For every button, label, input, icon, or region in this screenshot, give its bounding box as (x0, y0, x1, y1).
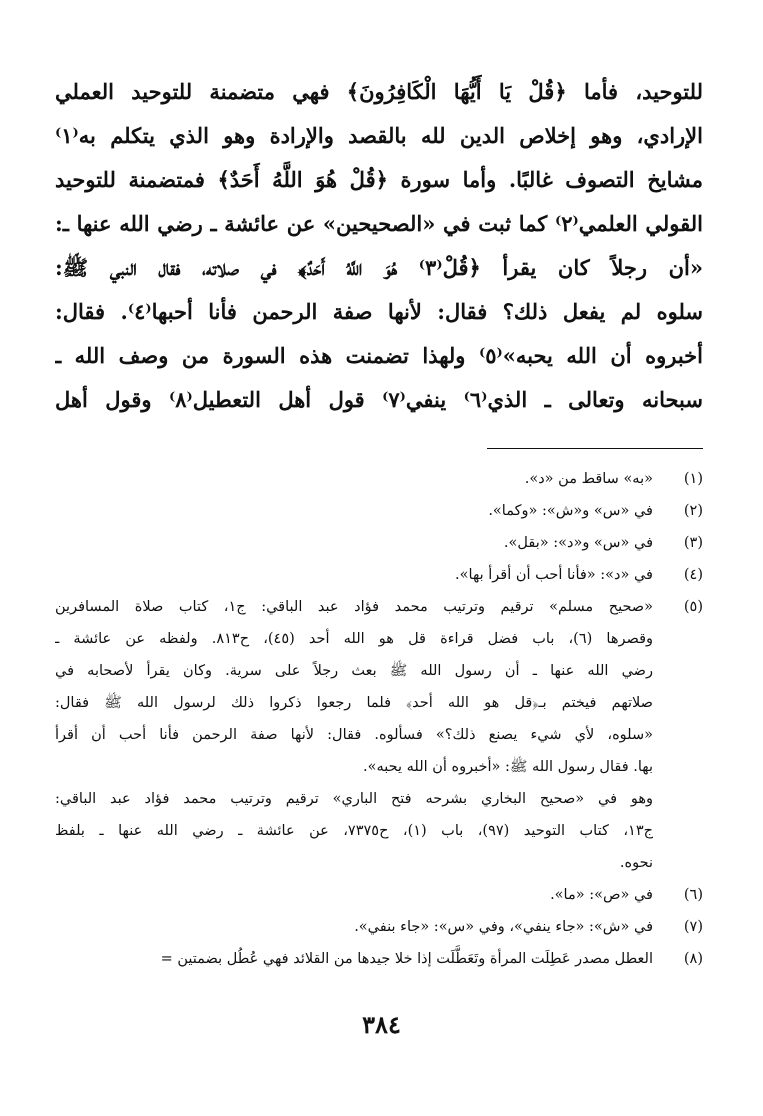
main-text-line: «أن رجلاً كان يقرأ ﴿قُلْ⁽٣⁾ هُوَ اللَّهُ أَحَدٌ﴾ في صلاته، فقال النبي ﷺ: (55, 255, 703, 280)
footnote-line: وقصرها (٦)، باب فضل قراءة قل هو الله أحد (٤٥)، ح٨١٣. ولفظه عن عائشة ـ (55, 631, 653, 647)
footnote-number: (٤) (683, 567, 703, 583)
footnote-number: (٧) (683, 919, 703, 935)
footnote-number: (٥) (683, 599, 703, 615)
footnote-text (55, 879, 653, 911)
footnote-line: في «د»: «فأنا أحب أن أقرأ بها». (455, 567, 653, 583)
footnote-line: العطل مصدر عَطِلَت المرأة وتَعَطَّلَت إذا خلا جيدها من القلائد فهي عُطُل بضمتين = (160, 951, 653, 967)
footnote-line: في «ش»: «جاء ينفي»، وفي «س»: «جاء بنفي». (354, 919, 653, 935)
footnote-line: بها. فقال رسول الله ﷺ: «أخبروه أن الله يحبه». (363, 759, 653, 775)
footnote-text (55, 463, 653, 495)
main-text-line: سلوه لم يفعل ذلك؟ فقال: لأنها صفة الرحمن فأنا أحبها⁽٤⁾. فقال: (55, 299, 703, 324)
footnote-line: «سلوه، لأي شيء يصنع ذلك؟» فسألوه. فقال: لأنها صفة الرحمن فأنا أحب أن أقرأ (55, 727, 653, 743)
main-text-line: أخبروه أن الله يحبه»⁽٥⁾ ولهذا تضمنت هذه السورة من وصف الله ـ (55, 343, 703, 368)
main-text-line: سبحانه وتعالى ـ الذي⁽٦⁾ ينفي⁽٧⁾ قول أهل التعطيل⁽٨⁾ وقول أهل (55, 387, 703, 412)
main-text (55, 70, 703, 422)
page-number: ٣٨٤ (362, 1010, 401, 1039)
footnote-number: (٢) (683, 503, 703, 519)
footnote-number: (٦) (683, 887, 703, 903)
footnote-line: وهو في «صحيح البخاري بشرحه فتح الباري» ترقيم وترتيب محمد فؤاد عبد الباقي: (55, 791, 653, 807)
footnote-line: في «ص»: «ما». (550, 887, 653, 903)
main-text-line: الإرادي، وهو إخلاص الدين لله بالقصد والإرادة وهو الذي يتكلم به⁽١⁾ (55, 123, 703, 148)
footnote (55, 495, 703, 527)
footnote-number: (١) (683, 471, 703, 487)
footnote-line: «به» ساقط من «د». (524, 471, 653, 487)
footnote (55, 527, 703, 559)
footnote-text (55, 591, 653, 879)
footnote-text (55, 495, 653, 527)
footnote-text (55, 943, 653, 975)
footnote-separator (487, 448, 703, 449)
footnote-number: (٣) (683, 535, 703, 551)
footnote-text (55, 527, 653, 559)
main-text-line: مشايخ التصوف غالبًا. وأما سورة ﴿قُلْ هُوَ اللَّهُ أَحَدٌ﴾ فمتضمنة للتوحيد (55, 167, 703, 192)
footnote-line: «صحيح مسلم» ترقيم وترتيب محمد فؤاد عبد الباقي: ج١، كتاب صلاة المسافرين (55, 599, 653, 615)
footnote-line: رضي الله عنها ـ أن رسول الله ﷺ بعث رجلاً على سرية. وكان يقرأ لأصحابه في (55, 663, 653, 679)
main-text-line: للتوحيد، فأما ﴿قُلْ يَا أَيُّهَا الْكَافِرُونَ﴾ فهي متضمنة للتوحيد العملي (55, 79, 703, 104)
footnote (55, 463, 703, 495)
footnote-line: نحوه. (619, 855, 653, 871)
footnote-line: صلاتهم فيختم بـ﴿قل هو الله أحد﴾ فلما رجعوا ذكروا ذلك لرسول الله ﷺ فقال: (55, 695, 653, 711)
footnote (55, 559, 703, 591)
footnote-line: في «س» و«د»: «بقل». (503, 535, 653, 551)
footnote-text (55, 911, 653, 943)
footnote (55, 911, 703, 943)
footnotes (55, 463, 703, 975)
footnote-text (55, 559, 653, 591)
footnote-line: ج١٣، كتاب التوحيد (٩٧)، باب (١)، ح٧٣٧٥، عن عائشة ـ رضي الله عنها ـ بلفظ (55, 823, 653, 839)
footnote (55, 591, 703, 879)
footnote (55, 943, 703, 975)
footnote-line: في «س» و«ش»: «وكما». (488, 503, 653, 519)
main-text-line: القولي العلمي⁽٢⁾ كما ثبت في «الصحيحين» عن عائشة ـ رضي الله عنها ـ: (55, 211, 703, 236)
footnote (55, 879, 703, 911)
footnote-number: (٨) (683, 951, 703, 967)
